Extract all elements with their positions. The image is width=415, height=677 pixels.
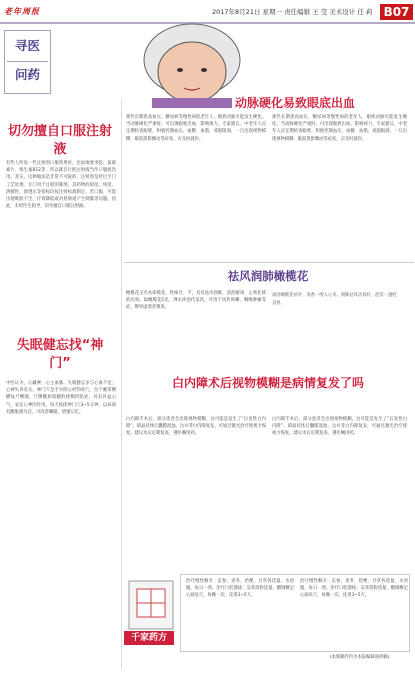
newspaper-logo: 老年周报 <box>4 6 40 16</box>
section-label-line1: 寻医 <box>14 38 40 53</box>
article-title-olive-flower: 祛风润肺橄榄花 <box>227 269 309 283</box>
issue-info: 2017年8月21日 星期一 责任编辑 王 莹 美术设计 任 莉 <box>212 8 373 16</box>
article-body-injection: 有些人听说一些注射剂口服效果好，比如地塞米松、氯霉素片、维生素B12等，所以就自行把注射液当作口服液饮用。其实，这种做法是非常不可取的。注射剂是经过专门工艺处理、专门用于注射的制剂，其药物的浓度、纯度、溶解性、渗透压等指标均按注射标准制定，若口服，可能出现吸收不全、疗效降低或对胃肠道产生刺激等问题。因此，未经医生指导，切勿擅自口服注射液。 <box>6 161 116 210</box>
article-body-cataract-col2: 白内障手术后，部分患者会出现视物模糊，这可能是发生了“后发性白内障”，即晶状体后囊膜混浊。这并非白内障复发，可通过激光治疗使视力恢复。建议术后定期复查，遵医嘱用药。 <box>272 417 407 437</box>
article-title-shenmen: 失眠健忘找“神门” <box>16 338 104 371</box>
article-title-retina: 动脉硬化易致眼底出血 <box>234 96 355 110</box>
section-label-line2: 问药 <box>14 67 40 82</box>
article-body-shenmen: 中医认为，心藏神，心主血脉。失眠健忘多与心血不足、心神失养有关。神门穴是手少阴心经的原穴，位于腕掌侧横纹尺侧端，尺侧腕屈肌腱的桡侧凹陷处，具有补益心气、安定心神的作用。每天按揉神门穴3~5分钟，以局部有酸胀感为宜，可改善睡眠、增强记忆。 <box>6 381 116 415</box>
remedy-label: 千家药方 <box>124 631 174 645</box>
article-title-cataract: 白内障术后视物模糊是病情复发了吗 <box>171 376 364 390</box>
page-number: B07 <box>380 4 413 20</box>
footer-source: (本版稿件均为本报编辑部供稿) <box>330 655 390 660</box>
section-separator <box>124 262 414 263</box>
column-divider <box>121 100 122 670</box>
section-label <box>4 30 51 94</box>
article-body-olive-flower: 橄榄花又名木犀榄花，性味甘、平，具有祛风润肺、清热解毒、止咳化痰的功效。取橄榄花5克，沸水冲泡代茶饮，可用于风热咳嗽、咽喉肿痛等症。脾胃虚寒者慎用。 <box>126 291 266 311</box>
article-body-retina-col1: 那些长期患高血压、糖尿病等慢性病的老年人，眼底动脉可能发生硬化。当动脉硬化严重时，可出现眼底出血，影响视力。专家建议，中老年人应定期检查眼底，积极控制血压、血糖、血脂，戒烟限酒，一旦出现视物模糊、眼前黑影飘动等症状，应及时就医。 <box>126 115 266 142</box>
section-divider <box>7 61 48 62</box>
poem-text: 南国橄榄花初开，清香一缕入心来。润肺祛风功效好，泡茶一盏胜良材。 <box>272 293 397 306</box>
article-title-injection: 切勿擅自口服注射液 <box>7 124 112 157</box>
remedy-body-col1: 治疗慢性咽炎：玄参、麦冬、桔梗、甘草各适量，水煎服，每日一剂。治疗口腔溃疡：吴茱萸粉适量，醋调敷足心涌泉穴，每晚一次，连用3~5天。 <box>186 579 294 599</box>
page-header <box>0 0 415 22</box>
article-body-retina-col2: 那些长期患高血压、糖尿病等慢性病的老年人，眼底动脉可能发生硬化。当动脉硬化严重时，可出现眼底出血，影响视力。专家建议，中老年人应定期检查眼底，积极控制血压、血糖、血脂，戒烟限酒，一旦出现视物模糊、眼前黑影飘动等症状，应及时就医。 <box>272 115 407 142</box>
article-body-cataract-col1: 白内障手术后，部分患者会出现视物模糊，这可能是发生了“后发性白内障”，即晶状体后囊膜混浊。这并非白内障复发，可通过激光治疗使视力恢复。建议术后定期复查，遵医嘱用药。 <box>126 417 266 437</box>
remedy-body-col2: 治疗慢性咽炎：玄参、麦冬、桔梗、甘草各适量，水煎服，每日一剂。治疗口腔溃疡：吴茱萸粉适量，醋调敷足心涌泉穴，每晚一次，连用3~5天。 <box>300 579 408 599</box>
